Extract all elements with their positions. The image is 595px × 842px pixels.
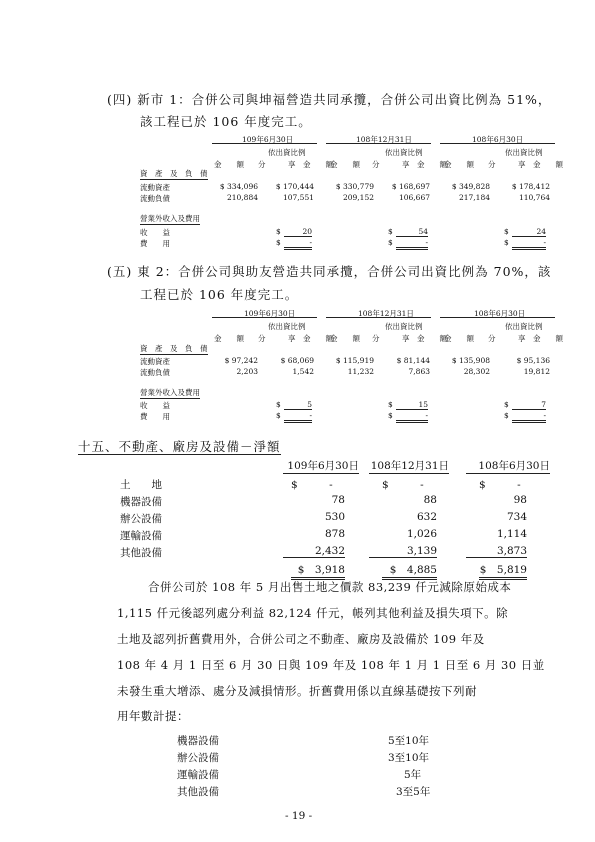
s5-cell: $ 81,144 (396, 356, 430, 365)
s15-body-line: 1,115 仟元後認列處分利益 82,124 仟元，帳列其他利益及損失項下。除 (117, 606, 509, 620)
s4-row-label: 收 益 (140, 228, 170, 237)
s4-ratio-1: 依出資比例 (268, 148, 306, 157)
s5-cell: $ 97,242 (224, 356, 258, 365)
s15-cell: 734 (506, 511, 527, 523)
s5-col-amount-2: 金 額 (330, 334, 360, 343)
s4-cell: $ (276, 227, 281, 236)
s5-cell: 19,812 (523, 367, 550, 376)
s4-col-share-3: 分 享 金 額 (488, 160, 563, 169)
s4-income-header: 營業外收入及費用 (140, 214, 200, 223)
s5-cell: $ (388, 411, 393, 420)
section-15-title (78, 437, 281, 455)
s5-col-amount-1: 金 額 (214, 334, 244, 343)
s4-cell: 24 (512, 227, 546, 237)
s15-total: $ 3,918 (291, 562, 345, 580)
s4-cell: - (512, 238, 546, 250)
s5-ratio-2: 依出資比例 (385, 322, 423, 331)
s5-col-share-1: 分 享 金 額 (258, 334, 333, 343)
s15-period-3: 108年6月30日 (466, 458, 550, 474)
s5-income-header: 營業外收入及費用 (140, 388, 200, 397)
s4-period-1: 109年6月30日 (242, 135, 294, 144)
s4-cell: $ 178,412 (511, 182, 550, 191)
section-5-title: (五) 東 2：合併公司與助友營造共同承攬，合併公司出資比例為 70%，該 (107, 264, 552, 279)
s4-col-share-2: 分 享 金 額 (372, 160, 447, 169)
s5-cell: 28,302 (463, 367, 490, 376)
s5-row-label: 收 益 (140, 401, 170, 410)
s4-asset-header: 資 產 及 負 債 (140, 169, 208, 178)
s15-cell: $ - (382, 479, 424, 491)
s5-period-3: 108年6月30日 (474, 309, 526, 318)
s5-cell: $ (504, 411, 509, 420)
life-label: 運輸設備 (177, 769, 219, 781)
life-value: 5至10年 (388, 735, 430, 747)
s5-cell: 1,542 (292, 367, 314, 376)
s4-cell: 107,551 (282, 193, 314, 202)
s15-cell: 878 (324, 528, 345, 540)
s4-col-amount-2: 金 額 (330, 160, 360, 169)
s15-cell: 78 (331, 494, 345, 506)
s5-col-share-3: 分 享 金 額 (488, 334, 563, 343)
s4-col-amount-1: 金 額 (214, 160, 244, 169)
s4-cell: $ 170,444 (275, 182, 314, 191)
section-15-title-text: 十五、不動產、廠房及設備－淨額 (78, 439, 281, 454)
s4-cell: $ 334,096 (219, 182, 258, 191)
s5-period-1: 109年6月30日 (244, 309, 296, 318)
s4-cell: 54 (396, 227, 428, 237)
s15-cell: 1,026 (406, 528, 437, 540)
s4-cell: $ (504, 238, 509, 247)
s4-cell: - (284, 238, 312, 250)
s15-body-line: 合併公司於 108 年 5 月出售土地之價款 83,239 仟元減除原始成本 (148, 580, 512, 594)
s5-cell: $ (504, 400, 509, 409)
s4-cell: 209,152 (342, 193, 374, 202)
s15-cell: 98 (513, 494, 527, 506)
s15-cell: 1,114 (496, 528, 527, 540)
page-number: - 19 - (285, 810, 313, 822)
s15-row-label: 土 地 (120, 479, 162, 491)
s4-cell: $ (388, 227, 393, 236)
s15-period-1: 109年6月30日 (283, 458, 359, 474)
s15-body-line: 108 年 4 月 1 日至 6 月 30 日與 109 年及 108 年 1 月 1 日至 6 月 30 日並 (117, 658, 545, 672)
s15-cell: $ - (479, 479, 521, 491)
s5-cell: - (512, 411, 546, 423)
s4-cell: 210,884 (226, 193, 258, 202)
s15-body-line: 土地及認列折舊費用外，合併公司之不動產、廠房及設備於 109 年及 (117, 632, 485, 646)
life-value: 3至10年 (388, 752, 430, 764)
s15-row-label: 機器設備 (120, 496, 162, 508)
s4-col-amount-3: 金 額 (444, 160, 474, 169)
s4-cell: $ 349,828 (451, 182, 490, 191)
s4-cell: 217,184 (458, 193, 490, 202)
s15-body-line: 未發生重大增添、處分及減損情形。折舊費用係以直線基礎按下列耐 (117, 684, 477, 698)
s4-cell: 20 (284, 227, 312, 237)
s15-row-label: 辦公設備 (120, 513, 162, 525)
s15-body-line: 用年數計提： (117, 709, 189, 723)
s5-ratio-1: 依出資比例 (268, 322, 306, 331)
s15-cell: $ - (291, 479, 333, 491)
s5-cell: - (284, 411, 312, 423)
s5-cell: 7,863 (408, 367, 430, 376)
s5-ratio-3: 依出資比例 (505, 322, 543, 331)
life-value: 3至5年 (396, 786, 431, 798)
s5-period-2: 108年12月31日 (358, 309, 414, 318)
s4-period-3: 108年6月30日 (472, 135, 524, 144)
s4-ratio-3: 依出資比例 (505, 148, 543, 157)
s5-cell: - (396, 411, 428, 423)
s5-col-amount-3: 金 額 (444, 334, 474, 343)
s5-row-label: 費 用 (140, 412, 170, 421)
s4-period-2: 108年12月31日 (356, 135, 412, 144)
s15-cell: 3,139 (369, 545, 437, 558)
s4-cell: $ (504, 227, 509, 236)
s15-period-2: 108年12月31日 (370, 460, 449, 472)
s4-cell: $ 168,697 (391, 182, 430, 191)
s5-cell: $ (276, 400, 281, 409)
s5-cell: 7 (512, 400, 546, 410)
s15-total: $ 5,819 (479, 562, 527, 580)
s4-cell: - (396, 238, 428, 250)
s15-cell: 88 (423, 494, 437, 506)
s4-row-label: 流動資產 (140, 183, 170, 192)
s4-cell: $ (388, 238, 393, 247)
s4-cell: 110,764 (518, 193, 550, 202)
s5-col-share-2: 分 享 金 額 (372, 334, 447, 343)
s15-cell: 530 (324, 511, 345, 523)
s5-cell: 2,203 (236, 367, 258, 376)
s5-cell: 11,232 (347, 367, 374, 376)
s15-cell: 3,873 (466, 545, 527, 558)
s15-row-label: 運輸設備 (120, 530, 162, 542)
s4-cell: $ 330,779 (335, 182, 374, 191)
section-4-title: (四) 新市 1：合併公司與坤福營造共同承攬，合併公司出資比例為 51%， (107, 92, 552, 107)
s5-cell: $ (276, 411, 281, 420)
s15-cell: 2,432 (283, 545, 345, 558)
s5-cell: 15 (396, 400, 428, 410)
s4-row-label: 費 用 (140, 239, 170, 248)
s15-total: $ 4,885 (382, 562, 437, 580)
life-label: 機器設備 (177, 735, 219, 747)
s5-cell: $ 115,919 (335, 356, 374, 365)
s15-cell: 632 (416, 511, 437, 523)
s4-ratio-2: 依出資比例 (385, 148, 423, 157)
life-value: 5年 (404, 769, 422, 781)
s5-row-label: 流動負債 (140, 368, 170, 377)
s4-cell: $ (276, 238, 281, 247)
s5-cell: $ 95,136 (516, 356, 550, 365)
life-label: 其他設備 (177, 786, 219, 798)
section-5-title-cont: 工程已於 106 年度完工。 (140, 287, 299, 302)
s5-row-label: 流動資產 (140, 357, 170, 366)
s4-col-share-1: 分 享 金 額 (258, 160, 333, 169)
s5-cell: $ 68,069 (280, 356, 314, 365)
s15-row-label: 其他設備 (120, 547, 162, 559)
s4-cell: 106,667 (398, 193, 430, 202)
life-label: 辦公設備 (177, 752, 219, 764)
s5-cell: 5 (284, 400, 312, 410)
s4-row-label: 流動負債 (140, 194, 170, 203)
section-4-title-cont: 該工程已於 106 年度完工。 (140, 114, 312, 129)
s5-asset-header: 資 產 及 負 債 (140, 344, 208, 353)
s5-cell: $ (388, 400, 393, 409)
s5-cell: $ 135,908 (451, 356, 490, 365)
